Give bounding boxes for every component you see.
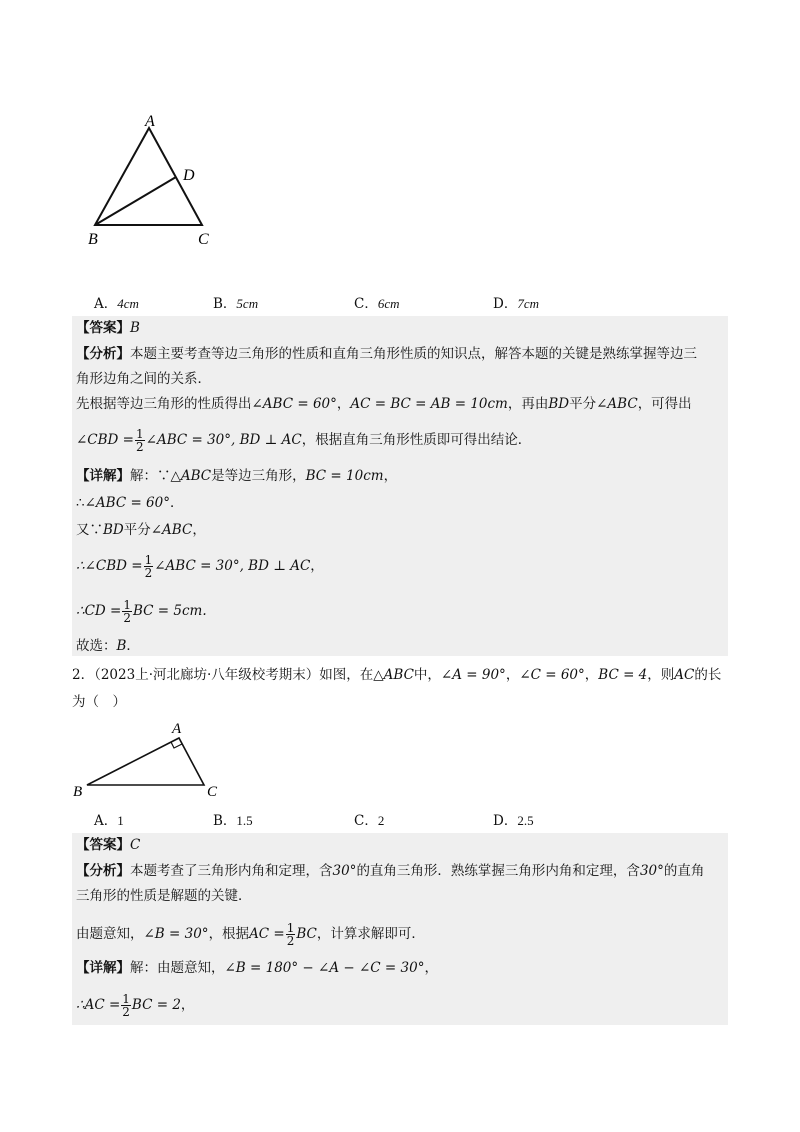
q1-detail-line-6: 故选：B． (76, 638, 140, 654)
q1-option-a[interactable]: A．4cm (94, 296, 139, 312)
q2-triangle-figure (70, 716, 230, 806)
q1-analysis-line-4: ∠CBD = $\frac{1}{2}$ ∠ABC = 30°, BD ⊥ AC，根据直角三角形性质即可得出结论． (76, 427, 532, 454)
q1-analysis-line-2: 角形边角之间的关系． (76, 371, 211, 387)
vertex-label-b: B (88, 231, 98, 248)
q1-detail-line-5: ∴CD = $\frac{1}{2}$ BC = 5cm. (76, 598, 207, 625)
right-triangle-abc (87, 738, 204, 785)
q2-stem-line-1: 2．（2023上·河北廊坊·八年级校考期末）如图，在△ABC中，∠A = 90°，∠C = 60°，BC = 4，则AC的长 (72, 667, 722, 683)
q2-option-c[interactable]: C．2 (354, 813, 385, 829)
vertex-label-d: D (183, 167, 195, 184)
q1-option-b[interactable]: B．5cm (213, 296, 259, 312)
q1-analysis-line-1: 【分析】本题主要考查等边三角形的性质和直角三角形性质的知识点，解答本题的关键是熟练掌握等边三 (76, 346, 697, 362)
q1-analysis-line-3: 先根据等边三角形的性质得出∠ABC = 60°，AC = BC = AB = 10cm，再由BD平分∠ABC，可得出 (76, 396, 692, 412)
segment-bd (95, 177, 176, 225)
vertex-label-b: B (73, 784, 83, 800)
q1-answer: 【答案】B (76, 320, 140, 336)
q2-option-a[interactable]: A．1 (94, 813, 124, 829)
q2-option-b[interactable]: B．1.5 (213, 813, 253, 829)
vertex-label-a: A (172, 721, 182, 737)
q1-detail-line-4: ∴∠CBD = $\frac{1}{2}$ ∠ABC = 30°, BD ⊥ AC， (76, 553, 324, 580)
vertex-label-c: C (198, 231, 209, 248)
q2-detail-line-1: 【详解】解：由题意知，∠B = 180° − ∠A − ∠C = 30°， (76, 960, 438, 976)
q1-triangle-figure (80, 108, 230, 248)
q2-detail-line-2: ∴AC = $\frac{1}{2}$ BC = 2， (76, 992, 195, 1019)
right-angle-mark (171, 742, 182, 748)
vertex-label-a: A (145, 113, 155, 130)
q1-option-c[interactable]: C．6cm (354, 296, 400, 312)
q2-analysis-line-3: 由题意知，∠B = 30°，根据AC = $\frac{1}{2}$ BC，计算求解即可． (76, 921, 425, 948)
q2-stem-line-2: 为（ ） (72, 694, 126, 710)
q1-detail-line-3: 又∵BD平分∠ABC， (76, 522, 206, 538)
q1-detail-line-2: ∴∠ABC = 60°． (76, 495, 184, 511)
q1-option-d[interactable]: D．7cm (493, 296, 539, 312)
q2-answer: 【答案】C (76, 837, 141, 853)
q2-analysis-line-2: 三角形的性质是解题的关键． (76, 888, 252, 904)
vertex-label-c: C (207, 784, 218, 800)
q2-analysis-line-1: 【分析】本题考查了三角形内角和定理，含30°的直角三角形．熟练掌握三角形内角和定理，含30°的直角 (76, 863, 705, 879)
q2-option-d[interactable]: D．2.5 (493, 813, 534, 829)
q1-detail-line-1: 【详解】解：∵△ABC是等边三角形，BC = 10cm， (76, 468, 398, 484)
